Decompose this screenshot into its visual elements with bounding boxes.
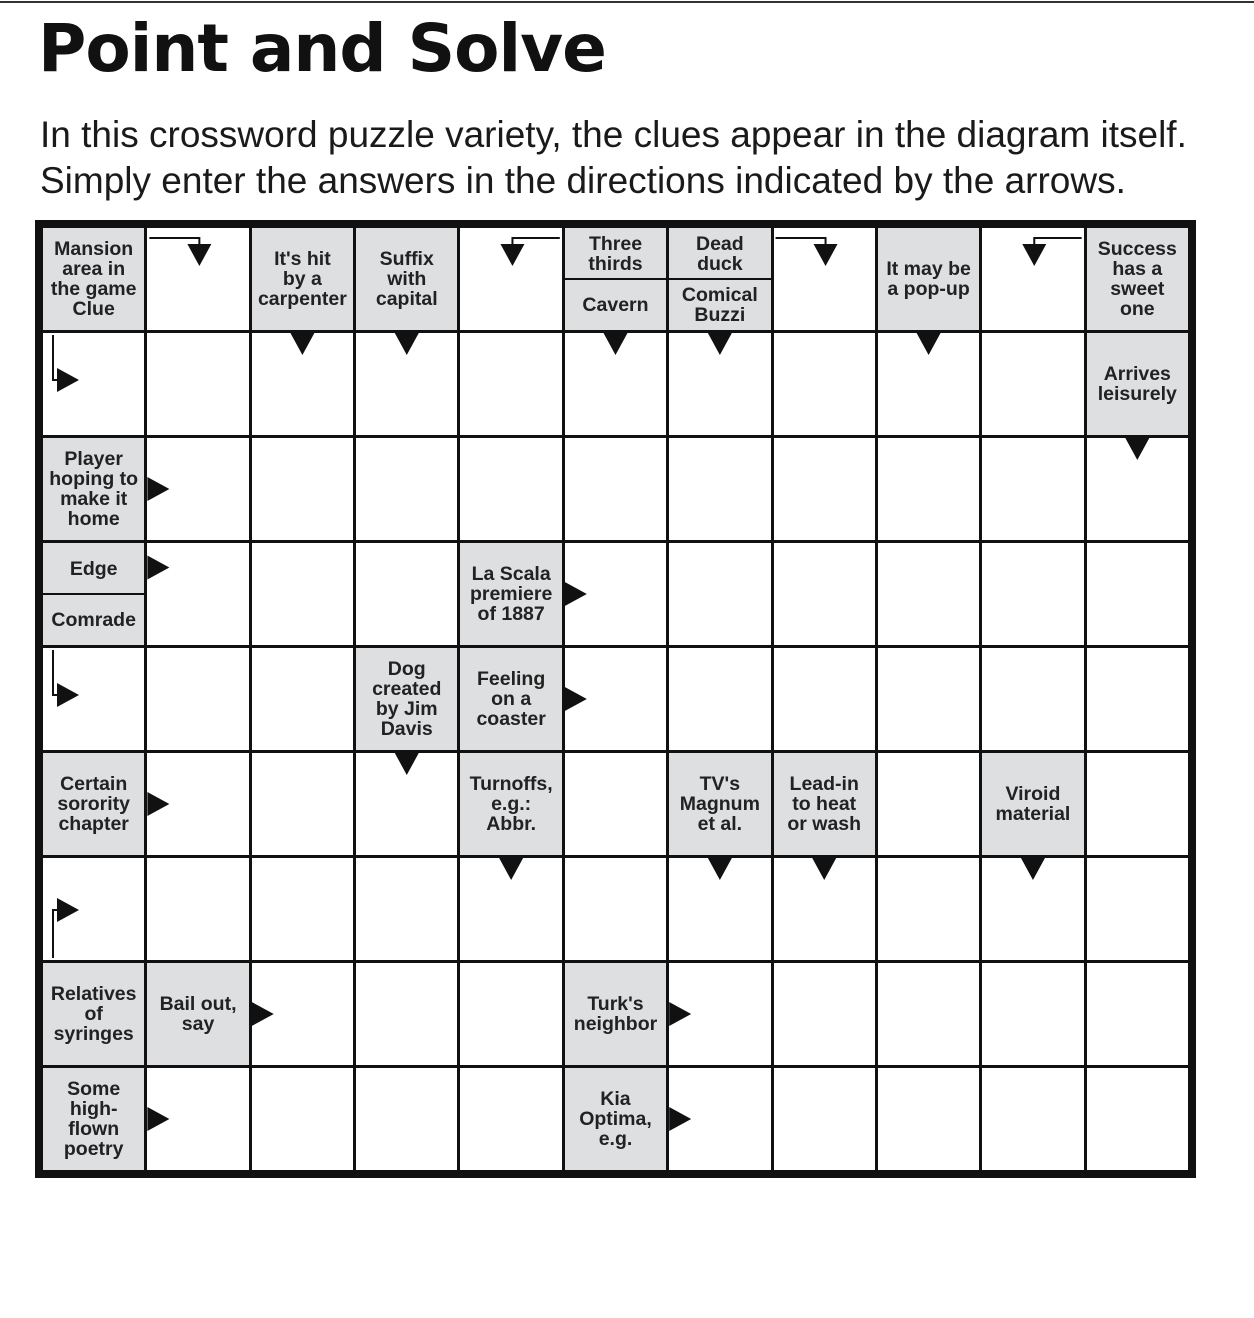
answer-square-r5-c1[interactable] [147,753,248,855]
clue-cell-r4-c4 [460,648,561,750]
answer-square-r7-c4[interactable] [460,963,561,1065]
answer-square-r1-c8[interactable] [878,333,979,435]
answer-square-r3-c1[interactable] [147,543,248,645]
clue-text: Arrives leisurely [1097,363,1177,405]
puzzle-title: Point and Solve [38,10,606,87]
clue-cell-r0-c8 [878,228,979,330]
answer-square-r3-c2[interactable] [252,543,353,645]
clue-cell-r7-c5 [565,963,666,1065]
clue-cell-r0-c2 [252,228,353,330]
answer-square-r4-c9[interactable] [982,648,1083,750]
clue-text: Cavern [582,293,649,316]
clue-cell-r4-c3 [356,648,457,750]
clue-text: Success has a sweet one [1097,238,1177,320]
answer-square-r4-c2[interactable] [252,648,353,750]
answer-square-r7-c2[interactable] [252,963,353,1065]
answer-square-r7-c3[interactable] [356,963,457,1065]
answer-square-r4-c7[interactable] [774,648,875,750]
clue-text: Comrade [51,608,136,631]
answer-square-r2-c9[interactable] [982,438,1083,540]
answer-square-r8-c1[interactable] [147,1068,248,1170]
answer-square-r5-c3[interactable] [356,753,457,855]
answer-square-r3-c9[interactable] [982,543,1083,645]
answer-square-r8-c7[interactable] [774,1068,875,1170]
answer-square-r4-c1[interactable] [147,648,248,750]
answer-square-r4-c8[interactable] [878,648,979,750]
clue-text: Edge [69,557,118,580]
answer-square-r5-c8[interactable] [878,753,979,855]
clue-cell-r5-c0 [43,753,144,855]
answer-square-r5-c10[interactable] [1087,753,1188,855]
clue-text: Viroid material [995,783,1071,825]
clue-cell-r3-c0 [43,543,144,645]
answer-square-r1-c3[interactable] [356,333,457,435]
answer-square-r7-c9[interactable] [982,963,1083,1065]
clue-cell-r1-c10 [1087,333,1188,435]
answer-square-r2-c2[interactable] [252,438,353,540]
clue-text: Player hoping to make it home [49,448,139,530]
answer-square-r3-c7[interactable] [774,543,875,645]
clue-cell-r5-c7 [774,753,875,855]
clue-cell-r0-c3 [356,228,457,330]
instructions [40,112,1187,204]
clue-text: Relatives of syringes [50,983,137,1045]
clue-cell-r8-c5 [565,1068,666,1170]
crossword-grid [35,220,1196,1178]
answer-square-r4-c10[interactable] [1087,648,1188,750]
clue-text: Turk's neighbor [573,993,658,1035]
clue-cell-r2-c0 [43,438,144,540]
answer-square-r1-c0[interactable] [43,333,144,435]
answer-square-r6-c2[interactable] [252,858,353,960]
answer-square-r4-c5[interactable] [565,648,666,750]
answer-square-r3-c10[interactable] [1087,543,1188,645]
clue-text: Some high- flown poetry [63,1078,124,1160]
answer-square-r0-c4[interactable] [460,228,561,330]
answer-square-r0-c9[interactable] [982,228,1083,330]
answer-square-r7-c7[interactable] [774,963,875,1065]
answer-square-r6-c6[interactable] [669,858,770,960]
instructions-line-1: In this crossword puzzle variety, the clues appear in the diagram itself. [40,114,1187,155]
clue-text: Dog created by Jim Davis [372,658,442,740]
clue-divider [669,278,770,280]
answer-square-r2-c3[interactable] [356,438,457,540]
answer-square-r5-c2[interactable] [252,753,353,855]
clue-text: Lead-in to heat or wash [787,773,862,835]
clue-text: Kia Optima, e.g. [579,1088,652,1150]
answer-square-r7-c6[interactable] [669,963,770,1065]
clue-text: Feeling on a coaster [476,668,546,730]
clue-text: It may be a pop-up [886,258,971,300]
answer-square-r3-c5[interactable] [565,543,666,645]
answer-square-r6-c3[interactable] [356,858,457,960]
answer-square-r4-c0[interactable] [43,648,144,750]
clue-text: Three thirds [588,232,643,275]
answer-square-r6-c1[interactable] [147,858,248,960]
answer-square-r6-c4[interactable] [460,858,561,960]
answer-square-r1-c6[interactable] [669,333,770,435]
answer-square-r8-c9[interactable] [982,1068,1083,1170]
clue-cell-r0-c5 [565,228,666,330]
answer-square-r6-c7[interactable] [774,858,875,960]
clue-text: Comical Buzzi [681,283,758,326]
answer-square-r7-c8[interactable] [878,963,979,1065]
clue-cell-r5-c4 [460,753,561,855]
answer-square-r6-c9[interactable] [982,858,1083,960]
answer-square-r5-c5[interactable] [565,753,666,855]
answer-square-r1-c5[interactable] [565,333,666,435]
clue-text: It's hit by a carpenter [257,248,347,310]
clue-divider [43,593,144,595]
answer-square-r8-c4[interactable] [460,1068,561,1170]
answer-square-r8-c8[interactable] [878,1068,979,1170]
clue-cell-r0-c6 [669,228,770,330]
answer-square-r1-c4[interactable] [460,333,561,435]
clue-cell-r7-c0 [43,963,144,1065]
clue-cell-r7-c1 [147,963,248,1065]
answer-square-r7-c10[interactable] [1087,963,1188,1065]
clue-text: La Scala premiere of 1887 [469,563,553,625]
answer-square-r8-c10[interactable] [1087,1068,1188,1170]
answer-square-r0-c7[interactable] [774,228,875,330]
clue-text: TV's Magnum et al. [679,773,760,835]
answer-square-r2-c5[interactable] [565,438,666,540]
clue-cell-r0-c10 [1087,228,1188,330]
answer-square-r6-c0[interactable] [43,858,144,960]
clue-text: Suffix with capital [375,248,438,310]
answer-square-r2-c10[interactable] [1087,438,1188,540]
answer-square-r8-c3[interactable] [356,1068,457,1170]
answer-square-r6-c5[interactable] [565,858,666,960]
clue-text: Certain sorority chapter [57,773,130,835]
clue-cell-r5-c9 [982,753,1083,855]
clue-text: Bail out, say [159,993,237,1035]
clue-divider [565,278,666,280]
clue-cell-r5-c6 [669,753,770,855]
answer-square-r4-c6[interactable] [669,648,770,750]
answer-square-r8-c2[interactable] [252,1068,353,1170]
clue-cell-r0-c0 [43,228,144,330]
top-rule [0,1,1254,3]
answer-square-r6-c8[interactable] [878,858,979,960]
answer-square-r1-c1[interactable] [147,333,248,435]
answer-square-r2-c1[interactable] [147,438,248,540]
answer-square-r1-c2[interactable] [252,333,353,435]
answer-square-r8-c6[interactable] [669,1068,770,1170]
answer-square-r2-c4[interactable] [460,438,561,540]
answer-square-r1-c7[interactable] [774,333,875,435]
answer-square-r2-c6[interactable] [669,438,770,540]
clue-text: Dead duck [696,232,744,275]
answer-square-r3-c8[interactable] [878,543,979,645]
clue-text: Turnoffs, e.g.: Abbr. [469,773,553,835]
clue-cell-r8-c0 [43,1068,144,1170]
answer-square-r6-c10[interactable] [1087,858,1188,960]
instructions-line-2: Simply enter the answers in the directions indicated by the arrows. [40,160,1126,201]
answer-square-r3-c3[interactable] [356,543,457,645]
answer-square-r2-c7[interactable] [774,438,875,540]
clue-text: Mansion area in the game Clue [50,238,137,320]
answer-square-r2-c8[interactable] [878,438,979,540]
clue-cell-r3-c4 [460,543,561,645]
answer-square-r3-c6[interactable] [669,543,770,645]
answer-square-r0-c1[interactable] [147,228,248,330]
answer-square-r1-c9[interactable] [982,333,1083,435]
